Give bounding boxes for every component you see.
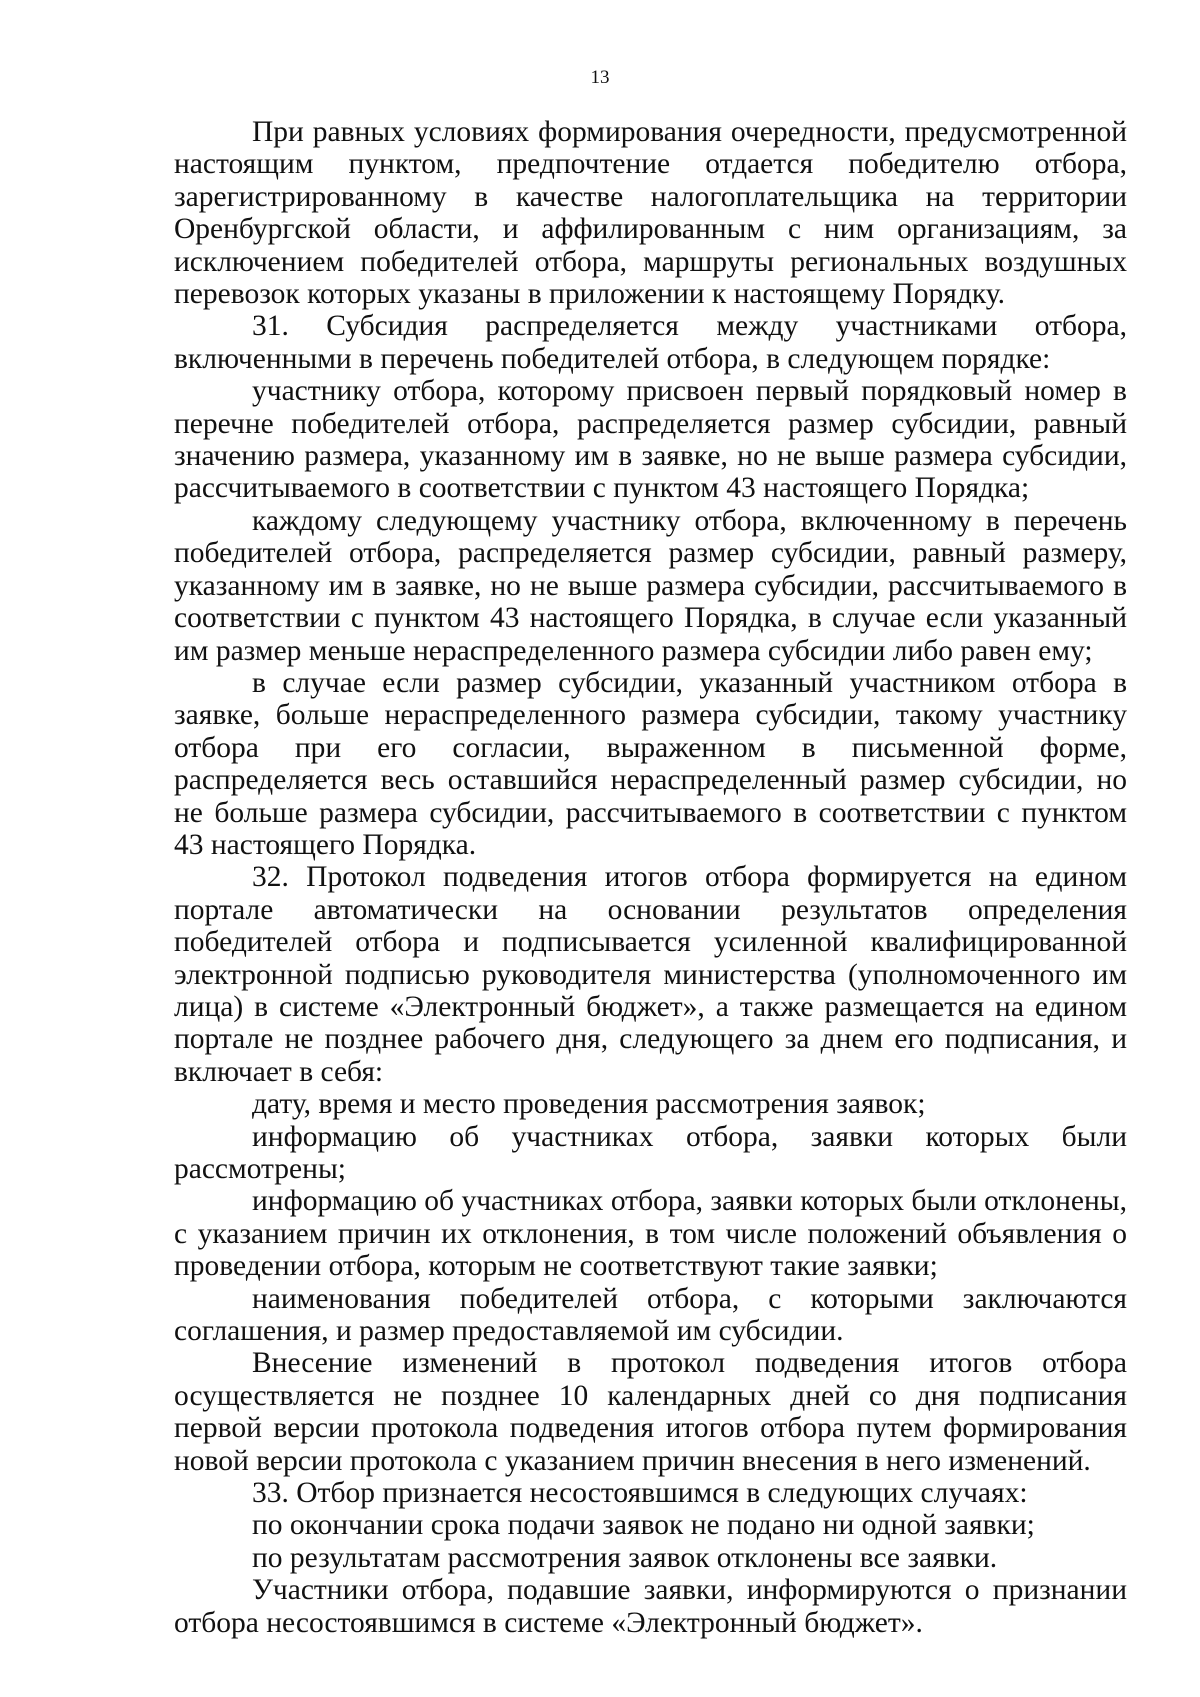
- paragraph-reviewed-applications: информацию об участниках отбора, заявки которых были рассмотрены;: [174, 1120, 1127, 1185]
- paragraph-each-next-participant: каждому следующему участнику отбора, включенному в перечень победителей отбора, распределяется размер субсидии, равный размеру, указанному им в заявке, но не выше размера субсидии, рассчитываемого в соответствии с пунктом 43 настоящего Порядка, в случае если указанный им размер меньше нераспределенного размера субсидии либо равен ему;: [174, 504, 1127, 667]
- page-number: 13: [590, 67, 610, 88]
- paragraph-priority-condition: При равных условиях формирования очередности, предусмотренной настоящим пунктом, предпочтение отдается победителю отбора, зарегистрированному в качестве налогоплательщика на территории Оренбургской области, и аффилированным с ним организациям, за исключением победителей отбора, маршруты региональных воздушных перевозок которых указаны в приложении к настоящему Порядку.: [174, 116, 1127, 311]
- paragraph-date-time-place: дату, время и место проведения рассмотрения заявок;: [252, 1088, 926, 1121]
- document-body: [174, 116, 1127, 1639]
- paragraph-no-applications: по окончании срока подачи заявок не подано ни одной заявки;: [252, 1509, 1035, 1542]
- paragraph-item-32: 32. Протокол подведения итогов отбора формируется на едином портале автоматически на основании результатов определения победителей отбора и подписывается усиленной квалифицированной электронной подписью руководителя министерства (уполномоченного им лица) в системе «Электронный бюджет», а также размещается на едином портале не позднее рабочего дня, следующего за днем его подписания, и включает в себя:: [174, 861, 1127, 1088]
- paragraph-all-rejected: по результатам рассмотрения заявок отклонены все заявки.: [252, 1541, 998, 1574]
- paragraph-item-31: 31. Субсидия распределяется между участниками отбора, включенными в перечень победителей отбора, в следующем порядке:: [174, 310, 1127, 375]
- paragraph-rejected-applications: информацию об участниках отбора, заявки которых были отклонены, с указанием причин их отклонения, в том числе положений объявления о проведении отбора, которым не соответствуют такие заявки;: [174, 1185, 1127, 1283]
- paragraph-remaining-subsidy: в случае если размер субсидии, указанный участником отбора в заявке, больше нераспределенного размера субсидии, такому участнику отбора при его согласии, выраженном в письменной форме, распределяется весь оставшийся нераспределенный размер субсидии, но не больше размера субсидии, рассчитываемого в соответствии с пунктом 43 настоящего Порядка.: [174, 666, 1127, 861]
- paragraph-participants-informed: Участники отбора, подавшие заявки, информируются о признании отбора несостоявшимся в системе «Электронный бюджет».: [174, 1574, 1127, 1639]
- paragraph-winners-names: наименования победителей отбора, с которыми заключаются соглашения, и размер предоставляемой им субсидии.: [174, 1282, 1127, 1348]
- paragraph-first-participant: участнику отбора, которому присвоен первый порядковый номер в перечне победителей отбора, распределяется размер субсидии, равный значению размера, указанному им в заявке, но не выше размера субсидии, рассчитываемого в соответствии с пунктом 43 настоящего Порядка;: [174, 375, 1127, 505]
- paragraph-protocol-changes: Внесение изменений в протокол подведения итогов отбора осуществляется не позднее 10 календарных дней со дня подписания первой версии протокола подведения итогов отбора путем формирования новой версии протокола с указанием причин внесения в него изменений.: [174, 1347, 1127, 1477]
- paragraph-item-33: 33. Отбор признается несостоявшимся в следующих случаях:: [252, 1477, 1028, 1510]
